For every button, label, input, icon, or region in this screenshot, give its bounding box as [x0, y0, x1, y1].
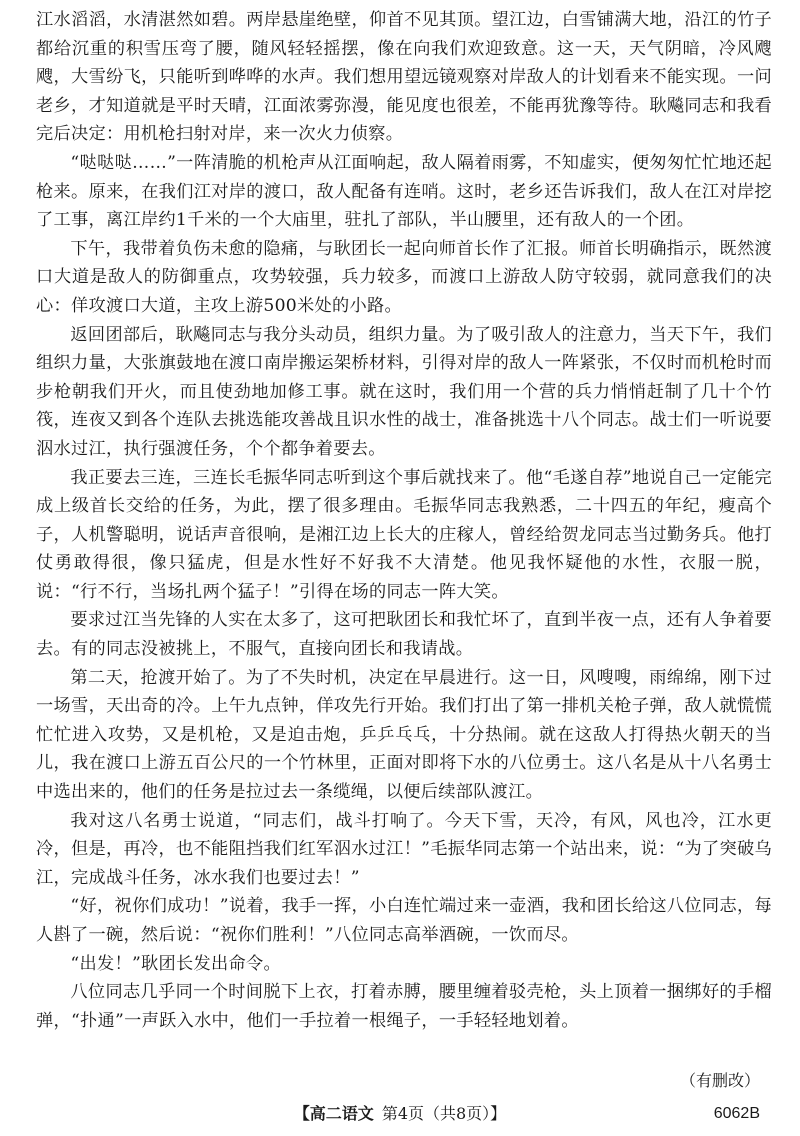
paragraph-5: 我正要去三连，三连长毛振华同志听到这个事后就找来了。他“毛遂自荐”地说自己一定能完成上级首长交给的任务，为此，摆了很多理由。毛振华同志我熟悉，二十四五的年纪，瘦高个子，人机警聪明，说话声音很响，是湘江边上长大的庄稼人，曾经给贺龙同志当过勤务兵。他打仗勇敢得很，像只猛虎，但是水性好不好我不大清楚。他见我怀疑他的水性，衣服一脱，说：“行不行，当场扎两个猛子！”引得在场的同志一阵大笑。	[36, 467, 772, 602]
paragraph-9: “好，祝你们成功！”说着，我手一挥，小白连忙端过来一壶酒，我和团长给这八位同志，每人斟了一碗，然后说：“祝你们胜利！”八位同志高举酒碗，一饮而尽。	[36, 896, 772, 945]
paragraph-1: 江水滔滔，水清湛然如碧。两岸悬崖绝壁，仰首不见其顶。望江边，白雪铺满大地，沿江的竹子都给沉重的积雪压弯了腰，随风轻轻摇摆，像在向我们欢迎致意。这一天，天气阴暗，冷风飕飕，大雪纷飞，只能听到哗哗的水声。我们想用望远镜观察对岸敌人的计划看来不能实现。一问老乡，才知道就是平时天晴，江面浓雾弥漫，能见度也很差，不能再犹豫等待。耿飚同志和我看完后决定：用机枪扫射对岸，来一次火力侦察。	[36, 10, 772, 145]
paragraph-7: 第二天，抢渡开始了。为了不失时机，决定在早晨进行。这一日，风嗖嗖，雨绵绵，刚下过一场雪，天出奇的冷。上午九点钟，佯攻先行开始。我们打出了第一排机关枪子弹，敌人就慌慌忙忙进入攻势，又是机枪，又是迫击炮，乒乒乓乓，十分热闹。就在这敌人打得热火朝天的当儿，我在渡口上游五百公尺的一个竹林里，正面对即将下水的八位勇士。这八名是从十八名勇士中选出来的，他们的任务是拉过去一条缆绳，以便后续部队渡江。	[36, 667, 772, 803]
footer-page-info: 第4页（共8页）】	[381, 1104, 507, 1123]
footer-subject: 【高二语文	[293, 1104, 374, 1123]
source-note: （有删改）	[679, 1071, 760, 1090]
paragraph-4: 返回团部后，耿飚同志与我分头动员，组织力量。为了吸引敌人的注意力，当天下午，我们组织力量，大张旗鼓地在渡口南岸搬运架桥材料，引得对岸的敌人一阵紧张，不仅时而机枪时而步枪朝我们开火，而且使劲地加修工事。就在这时，我们用一个营的兵力悄悄赶制了几十个竹筏，连夜又到各个连队去挑选能攻善战且识水性的战士，准备挑选十八个同志。战士们一听说要泅水过江，执行强渡任务，个个都争着要去。	[36, 324, 772, 459]
footer-page-label	[0, 1102, 800, 1126]
paragraph-2: “哒哒哒……”一阵清脆的机枪声从江面响起，敌人隔着雨雾，不知虚实，便匆匆忙忙地还起枪来。原来，在我们江对岸的渡口，敌人配备有连哨。这时，老乡还告诉我们，敌人在江对岸挖了工事，离江岸约1千米的一个大庙里，驻扎了部队，半山腰里，还有敌人的一个团。	[36, 152, 772, 231]
paragraph-3: 下午，我带着负伤未愈的隐痛，与耿团长一起向师首长作了汇报。师首长明确指示，既然渡口大道是敌人的防御重点，攻势较强，兵力较多，而渡口上游敌人防守较弱，就同意我们的决心：佯攻渡口大道，主攻上游500米处的小路。	[36, 238, 772, 316]
page-footer	[0, 1102, 800, 1126]
paragraph-10: “出发！”耿团长发出命令。	[70, 953, 281, 974]
article-body	[36, 6, 772, 1035]
footer-exam-code: 6062B	[713, 1105, 760, 1122]
paragraph-8: 我对这八名勇士说道，“同志们，战斗打响了。今天下雪，天冷，有风，风也冷，江水更冷，但是，再冷，也不能阻挡我们红军泅水过江！”毛振华同志第一个站出来，说：“为了突破乌江，完成战斗任务，冰水我们也要过去！”	[36, 810, 772, 888]
paragraph-11: 八位同志几乎同一个时间脱下上衣，打着赤膊，腰里缠着驳壳枪，头上顶着一捆绑好的手榴弹，“扑通”一声跃入水中，他们一手拉着一根绳子，一手轻轻地划着。	[36, 982, 772, 1031]
paragraph-6: 要求过江当先锋的人实在太多了，这可把耿团长和我忙坏了，直到半夜一点，还有人争着要去。有的同志没被挑上，不服气，直接向团长和我请战。	[36, 610, 772, 660]
